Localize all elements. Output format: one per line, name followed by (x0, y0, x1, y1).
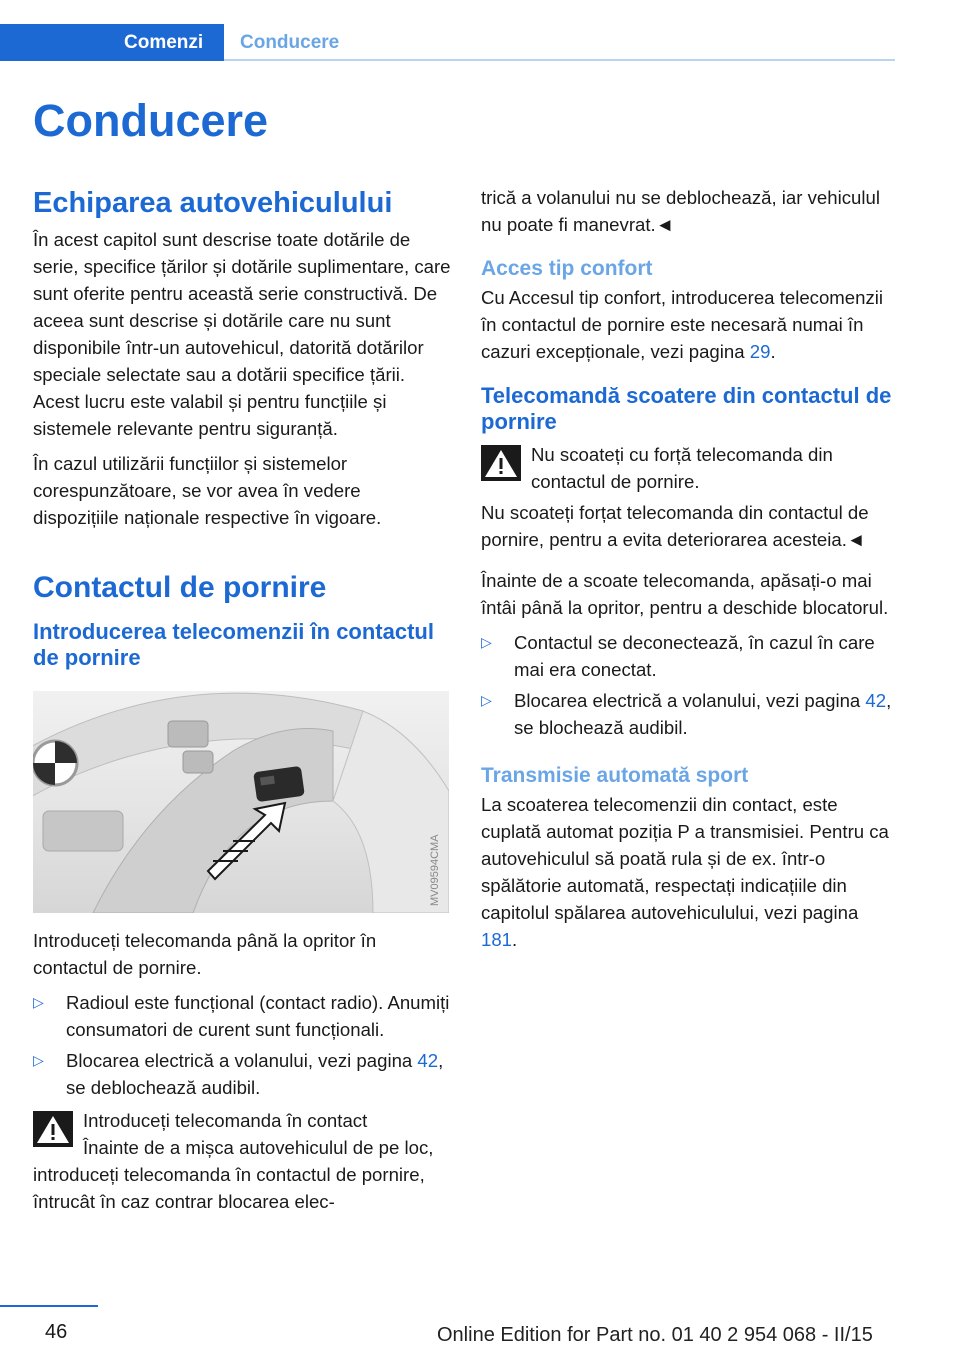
running-header (0, 24, 895, 61)
page-link-29[interactable]: 29 (749, 341, 771, 362)
header-tab-comenzi[interactable] (0, 24, 224, 61)
paragraph-equipment-2: În cazul utilizării funcțiilor și sistemelor corespunzătoare, se vor avea în vedere dispozițiile naționale respective în vigoare. (33, 453, 382, 528)
photo-code: MV09594CMA (429, 834, 441, 906)
warning-triangle-icon (33, 1111, 73, 1147)
page-link-42[interactable]: 42 (865, 690, 887, 711)
list-item (33, 989, 451, 1043)
warning-box (33, 1107, 451, 1215)
heading-insert-remote: Introducerea telecomenzii în contactul de pornire (33, 619, 434, 670)
header-rule (224, 59, 895, 61)
heading-comfort-access: Acces tip confort (481, 257, 653, 280)
triangle-bullet-icon: ▷ (33, 1052, 44, 1068)
comfort-text: Cu Accesul tip confort, introducerea telecomenzii în contactul de pornire este necesară numai în cazuri excepționale, vezi pagina (481, 287, 884, 362)
heading-automatic-transmission: Transmisie automată sport (481, 764, 749, 787)
list-item (481, 687, 899, 741)
bullet-steering-lock-pre: Blocarea electrică a volanului, vezi pagina (66, 1050, 418, 1071)
triangle-bullet-icon: ▷ (481, 634, 492, 650)
paragraph-equipment-1: În acest capitol sunt descrise toate dotările de serie, specifice țărilor și dotările suplimentare, care sunt oferite pentru această serie constructivă. De aceea sunt descrise și dotările care nu sunt disponibile într-un autovehicul, datorită dotărilor speciale selectate sau a dotării specifice țării. Acest lucru este valabil și pentru funcțiile și sistemele relevante pentru siguranță. (33, 229, 451, 439)
paragraph-warning-2: Nu scoateți forțat telecomanda din contactul de pornire, pentru a evita deteriorarea acesteia.◄ (481, 502, 869, 550)
warning-box (481, 441, 899, 495)
online-edition: Online Edition for Part no. 01 40 2 954 068 - II/15 (437, 1324, 873, 1346)
triangle-bullet-icon: ▷ (481, 692, 492, 708)
footer-rule (0, 1305, 98, 1307)
automatic-text: La scoaterea telecomenzii din contact, este cuplată automat poziția P a transmisiei. Pentru ca autovehiculul să poată rula și de ex. într-o spălătorie automată, respectați indicațiile din capitolul spălarea autovehiculului, vezi pagina (481, 794, 889, 923)
paragraph-remove: Înainte de a scoate telecomanda, apăsați-o mai întâi până la opritor, pentru a deschide blocatorul. (481, 570, 889, 618)
list-item (33, 1047, 451, 1101)
page-link-42[interactable]: 42 (417, 1050, 439, 1071)
paragraph-continuation: trică a volanului nu se deblochează, iar vehiculul nu poate fi manevrat.◄ (481, 187, 880, 235)
triangle-bullet-icon: ▷ (33, 994, 44, 1010)
warning-text: Înainte de a mișca autovehiculul de pe loc, introduceți telecomanda în contactul de pornire, întrucât în caz contrar blocarea elec- (33, 1137, 434, 1212)
page-link-181[interactable]: 181 (481, 929, 513, 950)
comfort-text-end: . (770, 341, 776, 362)
paragraph-automatic (481, 791, 899, 953)
list-item (481, 629, 899, 683)
bullet-disconnect: Contactul se deconectează, în cazul în care mai era conectat. (514, 632, 875, 680)
right-column (481, 184, 899, 961)
bullet-lock-pre: Blocarea electrică a volanului, vezi pagina (514, 690, 866, 711)
heading-ignition: Contactul de pornire (33, 571, 327, 604)
warning-title: Nu scoateți cu forță telecomanda din contactul de pornire. (531, 444, 833, 492)
heading-remove-remote: Telecomandă scoatere din contactul de pornire (481, 383, 892, 434)
bullet-steering-lock-post: , se deblochează audibil. (66, 1050, 444, 1098)
header-tab-conducere[interactable]: Conducere (240, 32, 340, 53)
chapter-title: Conducere (33, 95, 269, 146)
left-column (33, 186, 451, 1219)
steering-wheel-illustration (33, 691, 449, 913)
heading-equipment: Echiparea autovehiculului (33, 187, 393, 219)
steering-wheel-photo (33, 691, 449, 913)
header-tab-comenzi-label: Comenzi (124, 32, 204, 53)
bullet-lock-post: , se blochează audibil. (514, 690, 892, 738)
warning-triangle-icon (481, 445, 521, 481)
warning-title: Introduceți telecomanda în contact (83, 1110, 368, 1131)
paragraph-insert: Introduceți telecomanda până la opritor în contactul de pornire. (33, 930, 377, 978)
bullet-radio: Radioul este funcțional (contact radio). Anumiți consumatori de curent sunt funcționali. (66, 992, 450, 1040)
page-number: 46 (45, 1321, 68, 1343)
paragraph-comfort (481, 284, 899, 365)
automatic-text-end: . (512, 929, 518, 950)
